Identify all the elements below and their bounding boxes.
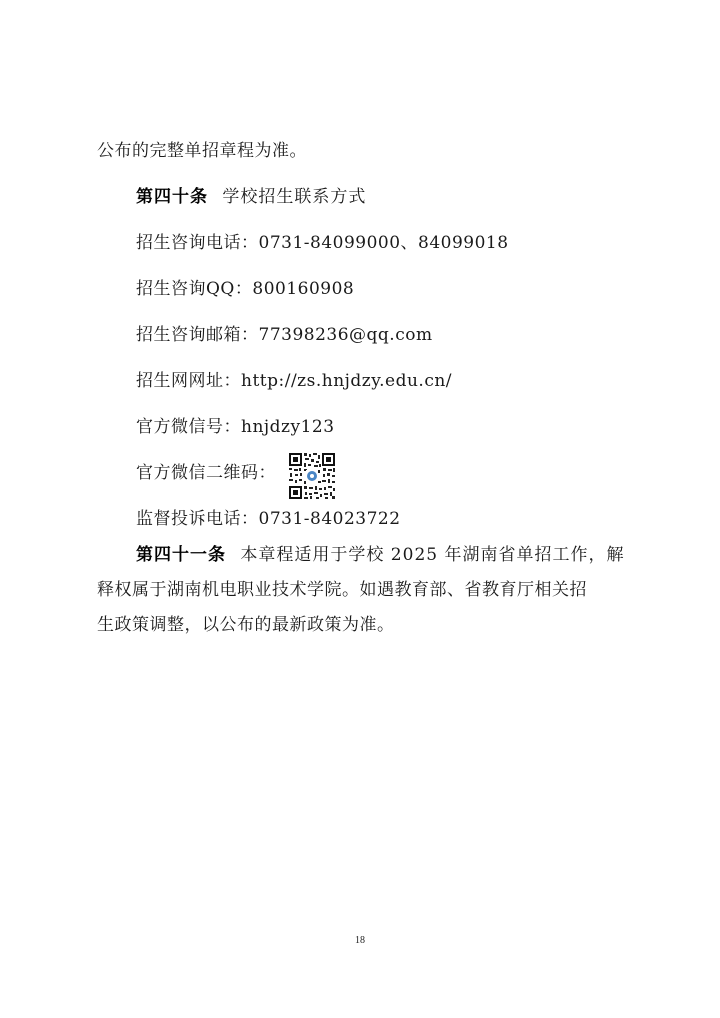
article-40-heading [136, 186, 366, 208]
qr-code-icon [288, 452, 336, 500]
wechat-id-line: 官方微信号：hnjdzy123 [136, 417, 335, 437]
email-line: 招生咨询邮箱：77398236@qq.com [136, 325, 433, 345]
paragraph-line: 公布的完整单招章程为准。 [97, 141, 307, 161]
phone-line: 招生咨询电话：0731-84099000、84099018 [136, 233, 509, 253]
article-40-text: 学校招生联系方式 [222, 187, 367, 207]
article-41-text-1: 本章程适用于学校 2025 年湖南省单招工作，解 [240, 545, 625, 565]
article-41-line-3: 生政策调整，以公布的最新政策为准。 [97, 615, 395, 635]
article-41-title: 第四十一条 [136, 545, 226, 565]
qq-line: 招生咨询QQ：800160908 [136, 279, 355, 299]
complaint-line: 监督投诉电话：0731-84023722 [136, 509, 401, 529]
page-number: 18 [355, 935, 365, 946]
article-40-title: 第四十条 [136, 187, 208, 207]
article-41-line-2: 释权属于湖南机电职业技术学院。如遇教育部、省教育厅相关招 [97, 580, 587, 600]
article-41-line-1 [136, 544, 624, 566]
website-line: 招生网网址：http://zs.hnjdzy.edu.cn/ [136, 371, 453, 391]
wechat-qr-label: 官方微信二维码： [136, 463, 276, 483]
